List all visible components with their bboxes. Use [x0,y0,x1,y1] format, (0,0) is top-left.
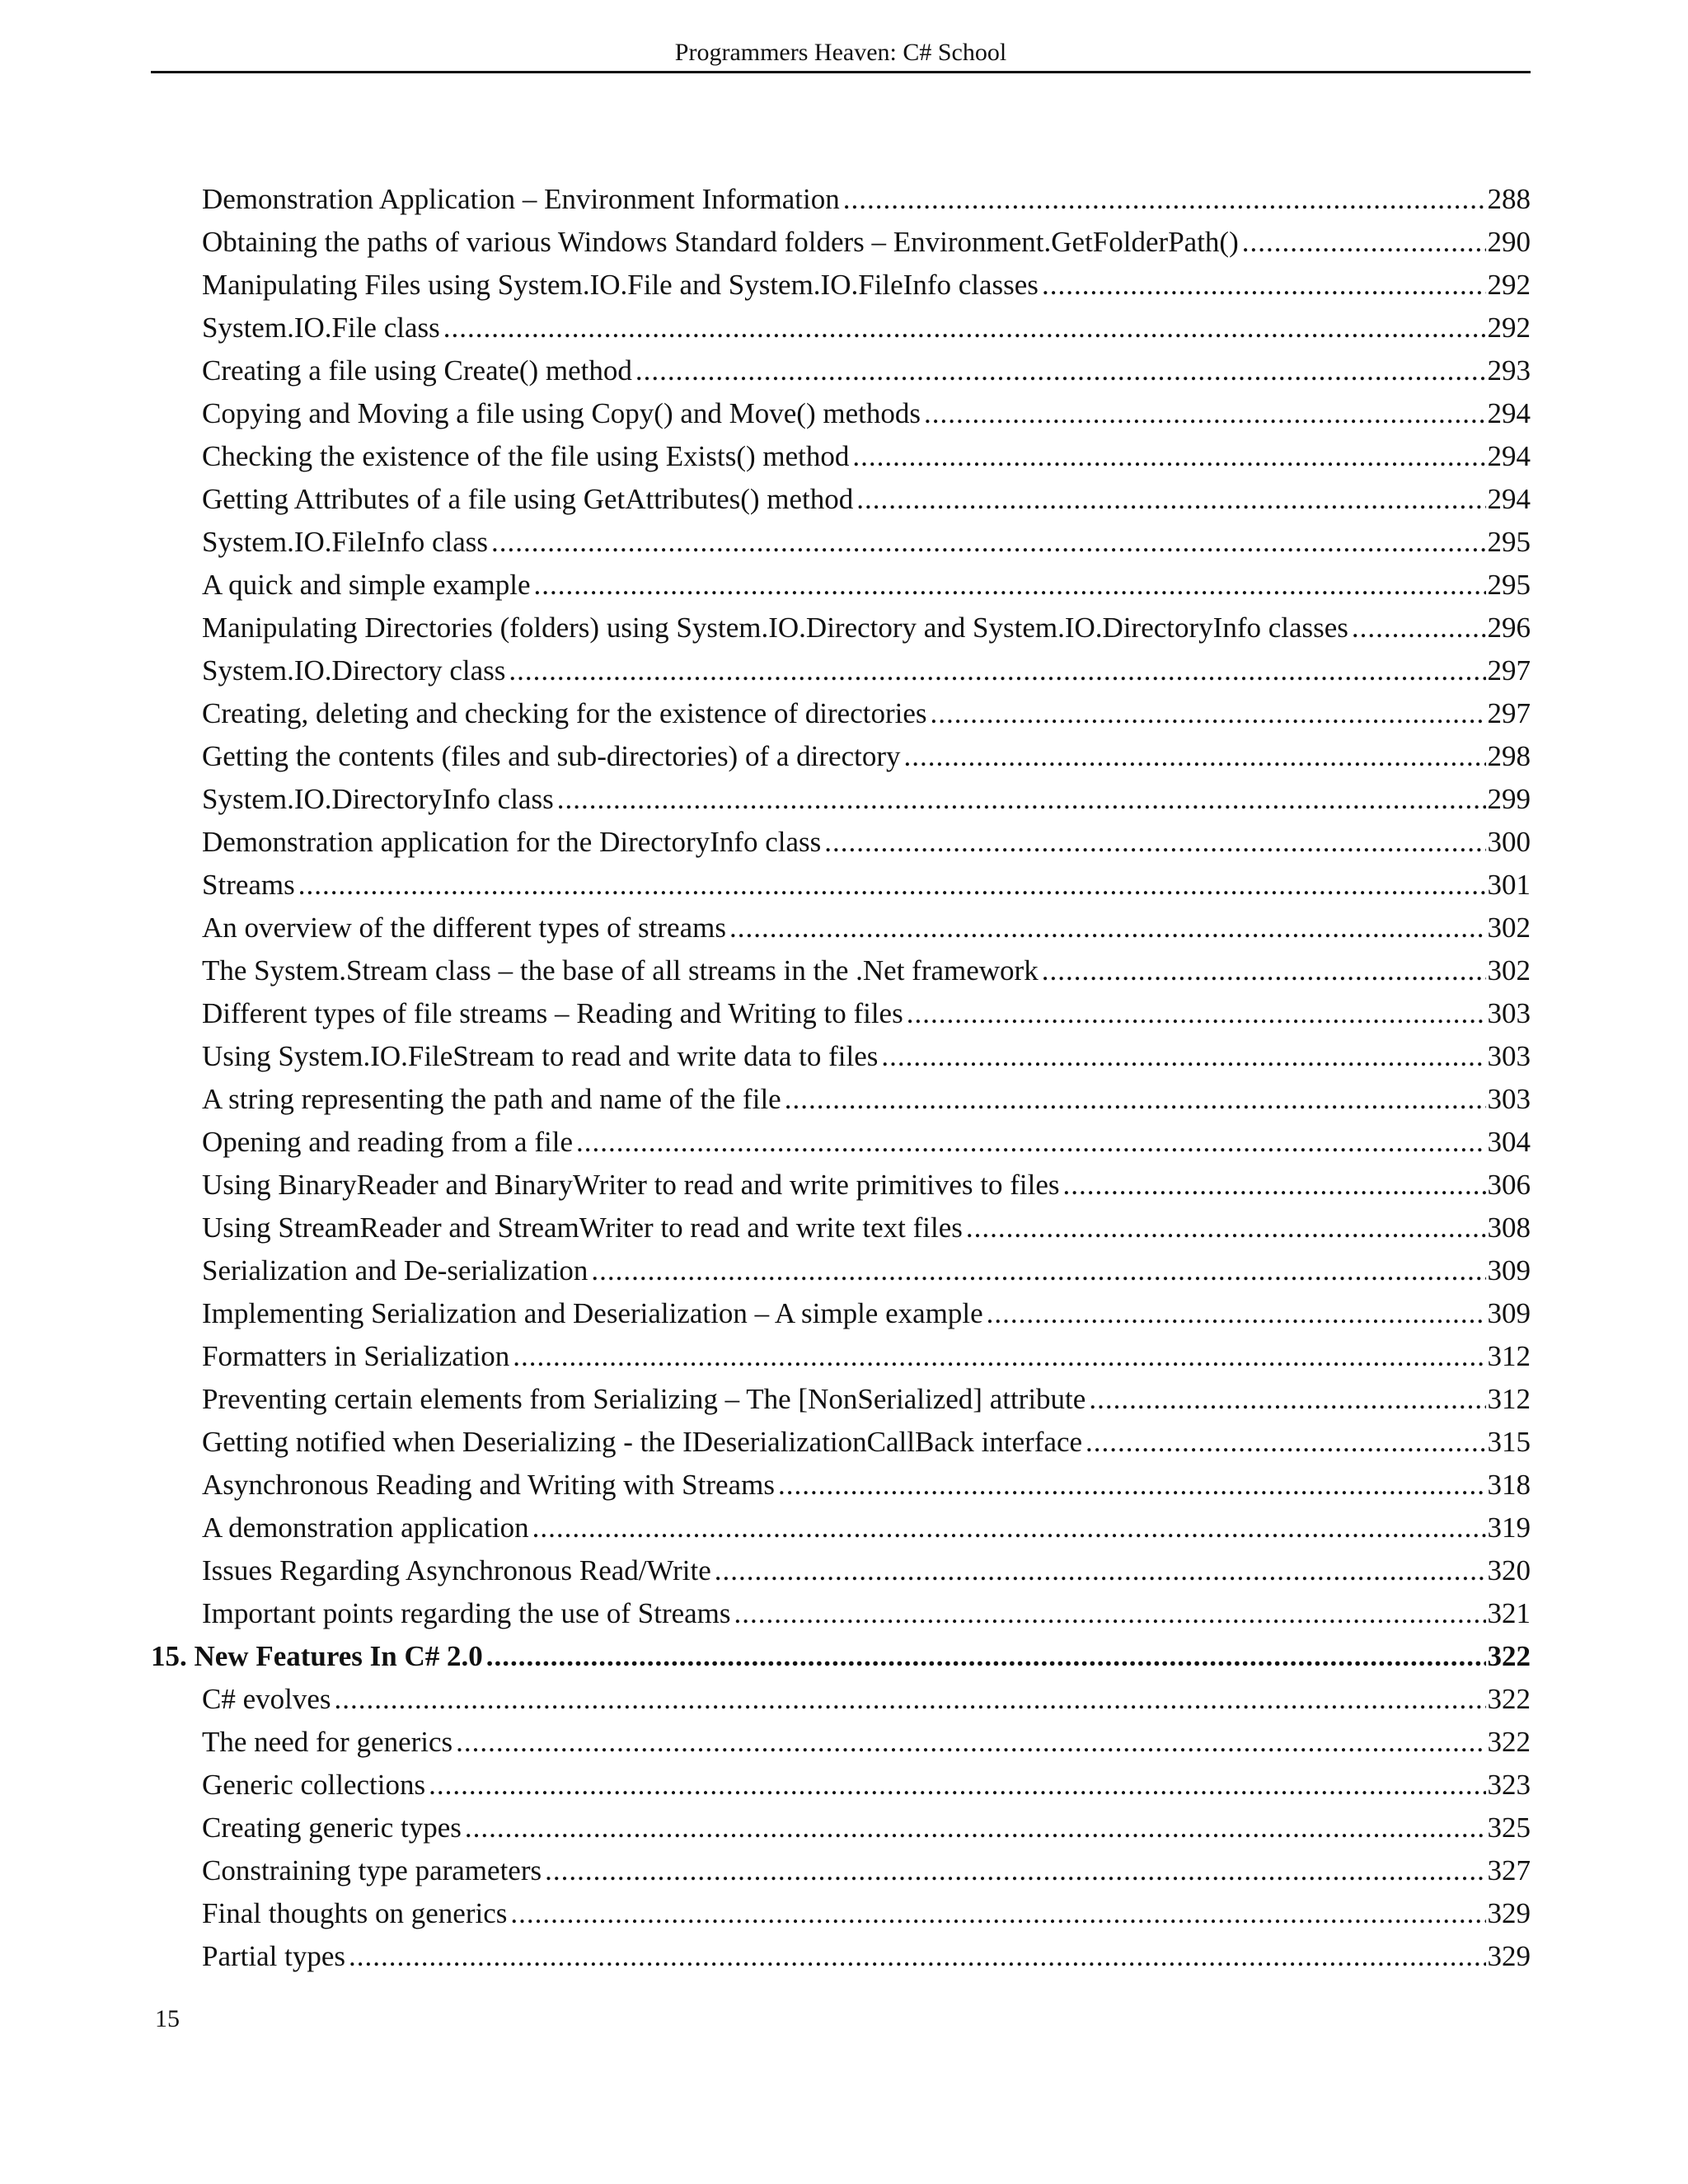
toc-entry[interactable] [151,1464,1531,1507]
toc-entry-page: 303 [1487,1040,1531,1072]
toc-entry[interactable] [151,221,1531,264]
toc-entry[interactable] [151,1592,1531,1635]
toc-entry-title: Implementing Serialization and Deserialization – A simple example [202,1297,983,1329]
toc-entry-page: 295 [1487,569,1531,601]
toc-entry[interactable] [151,821,1531,864]
toc-dot-leader [591,1249,1485,1292]
toc-entry-page: 308 [1487,1212,1531,1244]
toc-dot-leader [907,992,1486,1035]
toc-entry[interactable] [151,1335,1531,1378]
toc-dot-leader [729,907,1486,949]
toc-entry-title: System.IO.File class [202,312,440,344]
toc-entry-title: Creating generic types [202,1811,462,1844]
toc-chapter-entry[interactable] [151,1635,1531,1678]
toc-dot-leader [532,1507,1486,1549]
toc-entry-page: 300 [1487,826,1531,858]
toc-entry[interactable] [151,1935,1531,1978]
toc-entry-page: 321 [1487,1597,1531,1629]
toc-entry-title: System.IO.DirectoryInfo class [202,783,554,815]
toc-entry-page: 293 [1487,354,1531,387]
toc-dot-leader [778,1464,1486,1507]
toc-dot-leader [1042,264,1486,307]
toc-entry-page: 303 [1487,997,1531,1029]
toc-entry-title: Opening and reading from a file [202,1126,573,1158]
toc-dot-leader [966,1207,1486,1249]
toc-entry-page: 322 [1487,1683,1531,1715]
toc-entry[interactable] [151,1764,1531,1807]
toc-entry-title: Using System.IO.FileStream to read and write data to files [202,1040,879,1072]
toc-entry-page: 309 [1487,1297,1531,1329]
toc-entry-page: 306 [1487,1169,1531,1201]
toc-entry-title: A string representing the path and name of the file [202,1083,781,1115]
toc-entry-title: Copying and Moving a file using Copy() and Move() methods [202,397,921,429]
toc-entry[interactable] [151,692,1531,735]
toc-entry-title: Constraining type parameters [202,1854,542,1886]
toc-entry-page: 312 [1487,1383,1531,1415]
toc-dot-leader [843,178,1486,221]
toc-entry[interactable] [151,1292,1531,1335]
toc-dot-leader [534,564,1486,607]
toc-dot-leader [509,649,1485,692]
toc-entry[interactable] [151,1164,1531,1207]
toc-entry[interactable] [151,864,1531,907]
toc-entry-title: Formatters in Serialization [202,1340,510,1372]
toc-dot-leader [456,1721,1485,1764]
toc-entry-title: Serialization and De-serialization [202,1254,588,1286]
header-title: Programmers Heaven: C# School [674,39,1007,66]
toc-entry-title: Getting the contents (files and sub-directories) of a directory [202,740,901,772]
toc-entry[interactable] [151,1078,1531,1121]
toc-entry[interactable] [151,264,1531,307]
toc-entry-page: 299 [1487,783,1531,815]
toc-entry-page: 320 [1487,1554,1531,1586]
toc-entry-page: 304 [1487,1126,1531,1158]
toc-entry-page: 296 [1487,612,1531,644]
toc-entry-page: 323 [1487,1769,1531,1801]
toc-dot-leader [510,1892,1485,1935]
toc-entry-title: Using BinaryReader and BinaryWriter to read and write primitives to files [202,1169,1060,1201]
toc-dot-leader [904,735,1486,778]
toc-entry-page: 298 [1487,740,1531,772]
toc-entry-title: The System.Stream class – the base of all streams in the .Net framework [202,954,1039,987]
toc-entry-title: Different types of file streams – Reading and Writing to files [202,997,903,1029]
toc-entry-title: The need for generics [202,1726,453,1758]
toc-dot-leader [1089,1378,1485,1421]
toc-entry-page: 318 [1487,1469,1531,1501]
toc-entry-title: Using StreamReader and StreamWriter to read and write text files [202,1212,963,1244]
toc-entry[interactable] [151,435,1531,478]
toc-entry-title: An overview of the different types of streams [202,912,726,944]
toc-entry-title: Issues Regarding Asynchronous Read/Write [202,1554,711,1586]
toc-entry-title: Manipulating Directories (folders) using System.IO.Directory and System.IO.DirectoryInfo classes [202,612,1348,644]
toc-entry-title: Asynchronous Reading and Writing with Streams [202,1469,775,1501]
toc-entry-page: 319 [1487,1511,1531,1544]
toc-entry[interactable] [151,1849,1531,1892]
toc-entry-title: Important points regarding the use of Streams [202,1597,731,1629]
toc-dot-leader [349,1935,1486,1978]
toc-entry[interactable] [151,907,1531,949]
toc-entry[interactable] [151,307,1531,349]
toc-entry[interactable] [151,735,1531,778]
toc-entry-page: 302 [1487,912,1531,944]
toc-entry-title: Demonstration Application – Environment Information [202,183,840,215]
toc-entry[interactable] [151,607,1531,649]
toc-entry-page: 327 [1487,1854,1531,1886]
toc-entry-title: Checking the existence of the file using Exists() method [202,440,850,472]
toc-entry-page: 294 [1487,483,1531,515]
toc-entry-title: Generic collections [202,1769,426,1801]
toc-entry[interactable] [151,1892,1531,1935]
toc-dot-leader [576,1121,1486,1164]
toc-entry-page: 309 [1487,1254,1531,1286]
toc-entry-page: 292 [1487,312,1531,344]
toc-entry[interactable] [151,1249,1531,1292]
table-of-contents [151,178,1531,1978]
toc-dot-leader [557,778,1486,821]
toc-dot-leader [785,1078,1486,1121]
toc-dot-leader [824,821,1485,864]
toc-entry-title: Creating a file using Create() method [202,354,632,387]
toc-entry-page: 295 [1487,526,1531,558]
toc-dot-leader [491,521,1485,564]
toc-entry-page: 329 [1487,1897,1531,1929]
toc-dot-leader [429,1764,1485,1807]
toc-entry-page: 303 [1487,1083,1531,1115]
toc-dot-leader [1352,607,1486,649]
toc-entry[interactable] [151,1721,1531,1764]
toc-dot-leader [486,1635,1486,1678]
toc-entry-page: 290 [1487,226,1531,258]
toc-entry-page: 292 [1487,269,1531,301]
toc-entry[interactable] [151,392,1531,435]
toc-entry-page: 297 [1487,654,1531,687]
toc-entry-page: 302 [1487,954,1531,987]
toc-dot-leader [465,1807,1486,1849]
toc-entry-title: Obtaining the paths of various Windows Standard folders – Environment.GetFolderPath() [202,226,1239,258]
toc-entry-page: 315 [1487,1426,1531,1458]
toc-dot-leader [1242,221,1486,264]
toc-entry-title: System.IO.Directory class [202,654,506,687]
toc-entry[interactable] [151,1421,1531,1464]
toc-dot-leader [443,307,1486,349]
toc-entry[interactable] [151,1121,1531,1164]
toc-dot-leader [852,435,1485,478]
toc-entry[interactable] [151,1207,1531,1249]
toc-dot-leader [734,1592,1486,1635]
toc-entry-title: A quick and simple example [202,569,531,601]
toc-entry[interactable] [151,778,1531,821]
toc-entry[interactable] [151,1549,1531,1592]
toc-entry-page: 325 [1487,1811,1531,1844]
toc-dot-leader [513,1335,1485,1378]
toc-entry-title: Getting notified when Deserializing - the IDeserializationCallBack interface [202,1426,1083,1458]
toc-entry-page: 322 [1487,1640,1531,1672]
toc-entry-title: System.IO.FileInfo class [202,526,489,558]
toc-entry[interactable] [151,564,1531,607]
toc-entry-page: 301 [1487,869,1531,901]
toc-entry-title: C# evolves [202,1683,331,1715]
toc-entry-title: 15. New Features In C# 2.0 [151,1640,483,1672]
toc-dot-leader [924,392,1486,435]
toc-dot-leader [298,864,1486,907]
toc-entry[interactable] [151,949,1531,992]
toc-entry-page: 294 [1487,440,1531,472]
toc-entry-page: 322 [1487,1726,1531,1758]
toc-entry-title: Preventing certain elements from Serializing – The [NonSerialized] attribute [202,1383,1086,1415]
toc-entry[interactable] [151,1678,1531,1721]
toc-entry-page: 297 [1487,697,1531,729]
toc-entry-page: 288 [1487,183,1531,215]
toc-entry[interactable] [151,349,1531,392]
toc-dot-leader [1063,1164,1486,1207]
toc-entry-title: Partial types [202,1940,345,1972]
toc-entry-title: Demonstration application for the DirectoryInfo class [202,826,822,858]
toc-entry[interactable] [151,992,1531,1035]
toc-dot-leader [1042,949,1486,992]
toc-entry[interactable] [151,521,1531,564]
toc-entry-page: 312 [1487,1340,1531,1372]
page-number: 15 [155,2005,180,2032]
toc-dot-leader [545,1849,1485,1892]
page-header [151,36,1531,73]
toc-entry-page: 294 [1487,397,1531,429]
toc-entry-title: Final thoughts on generics [202,1897,508,1929]
toc-dot-leader [856,478,1485,521]
toc-dot-leader [987,1292,1486,1335]
toc-entry[interactable] [151,1807,1531,1849]
toc-entry-title: Streams [202,869,295,901]
toc-entry[interactable] [151,178,1531,221]
toc-entry[interactable] [151,478,1531,521]
toc-entry-title: Manipulating Files using System.IO.File and System.IO.FileInfo classes [202,269,1039,301]
toc-entry[interactable] [151,1378,1531,1421]
toc-entry-title: A demonstration application [202,1511,529,1544]
toc-dot-leader [715,1549,1486,1592]
toc-dot-leader [1085,1421,1485,1464]
toc-dot-leader [335,1678,1486,1721]
toc-entry-page: 329 [1487,1940,1531,1972]
toc-entry[interactable] [151,1035,1531,1078]
toc-entry-title: Creating, deleting and checking for the existence of directories [202,697,927,729]
toc-dot-leader [931,692,1486,735]
toc-entry-title: Getting Attributes of a file using GetAttributes() method [202,483,854,515]
toc-dot-leader [635,349,1486,392]
toc-dot-leader [881,1035,1485,1078]
toc-entry[interactable] [151,649,1531,692]
toc-entry[interactable] [151,1507,1531,1549]
